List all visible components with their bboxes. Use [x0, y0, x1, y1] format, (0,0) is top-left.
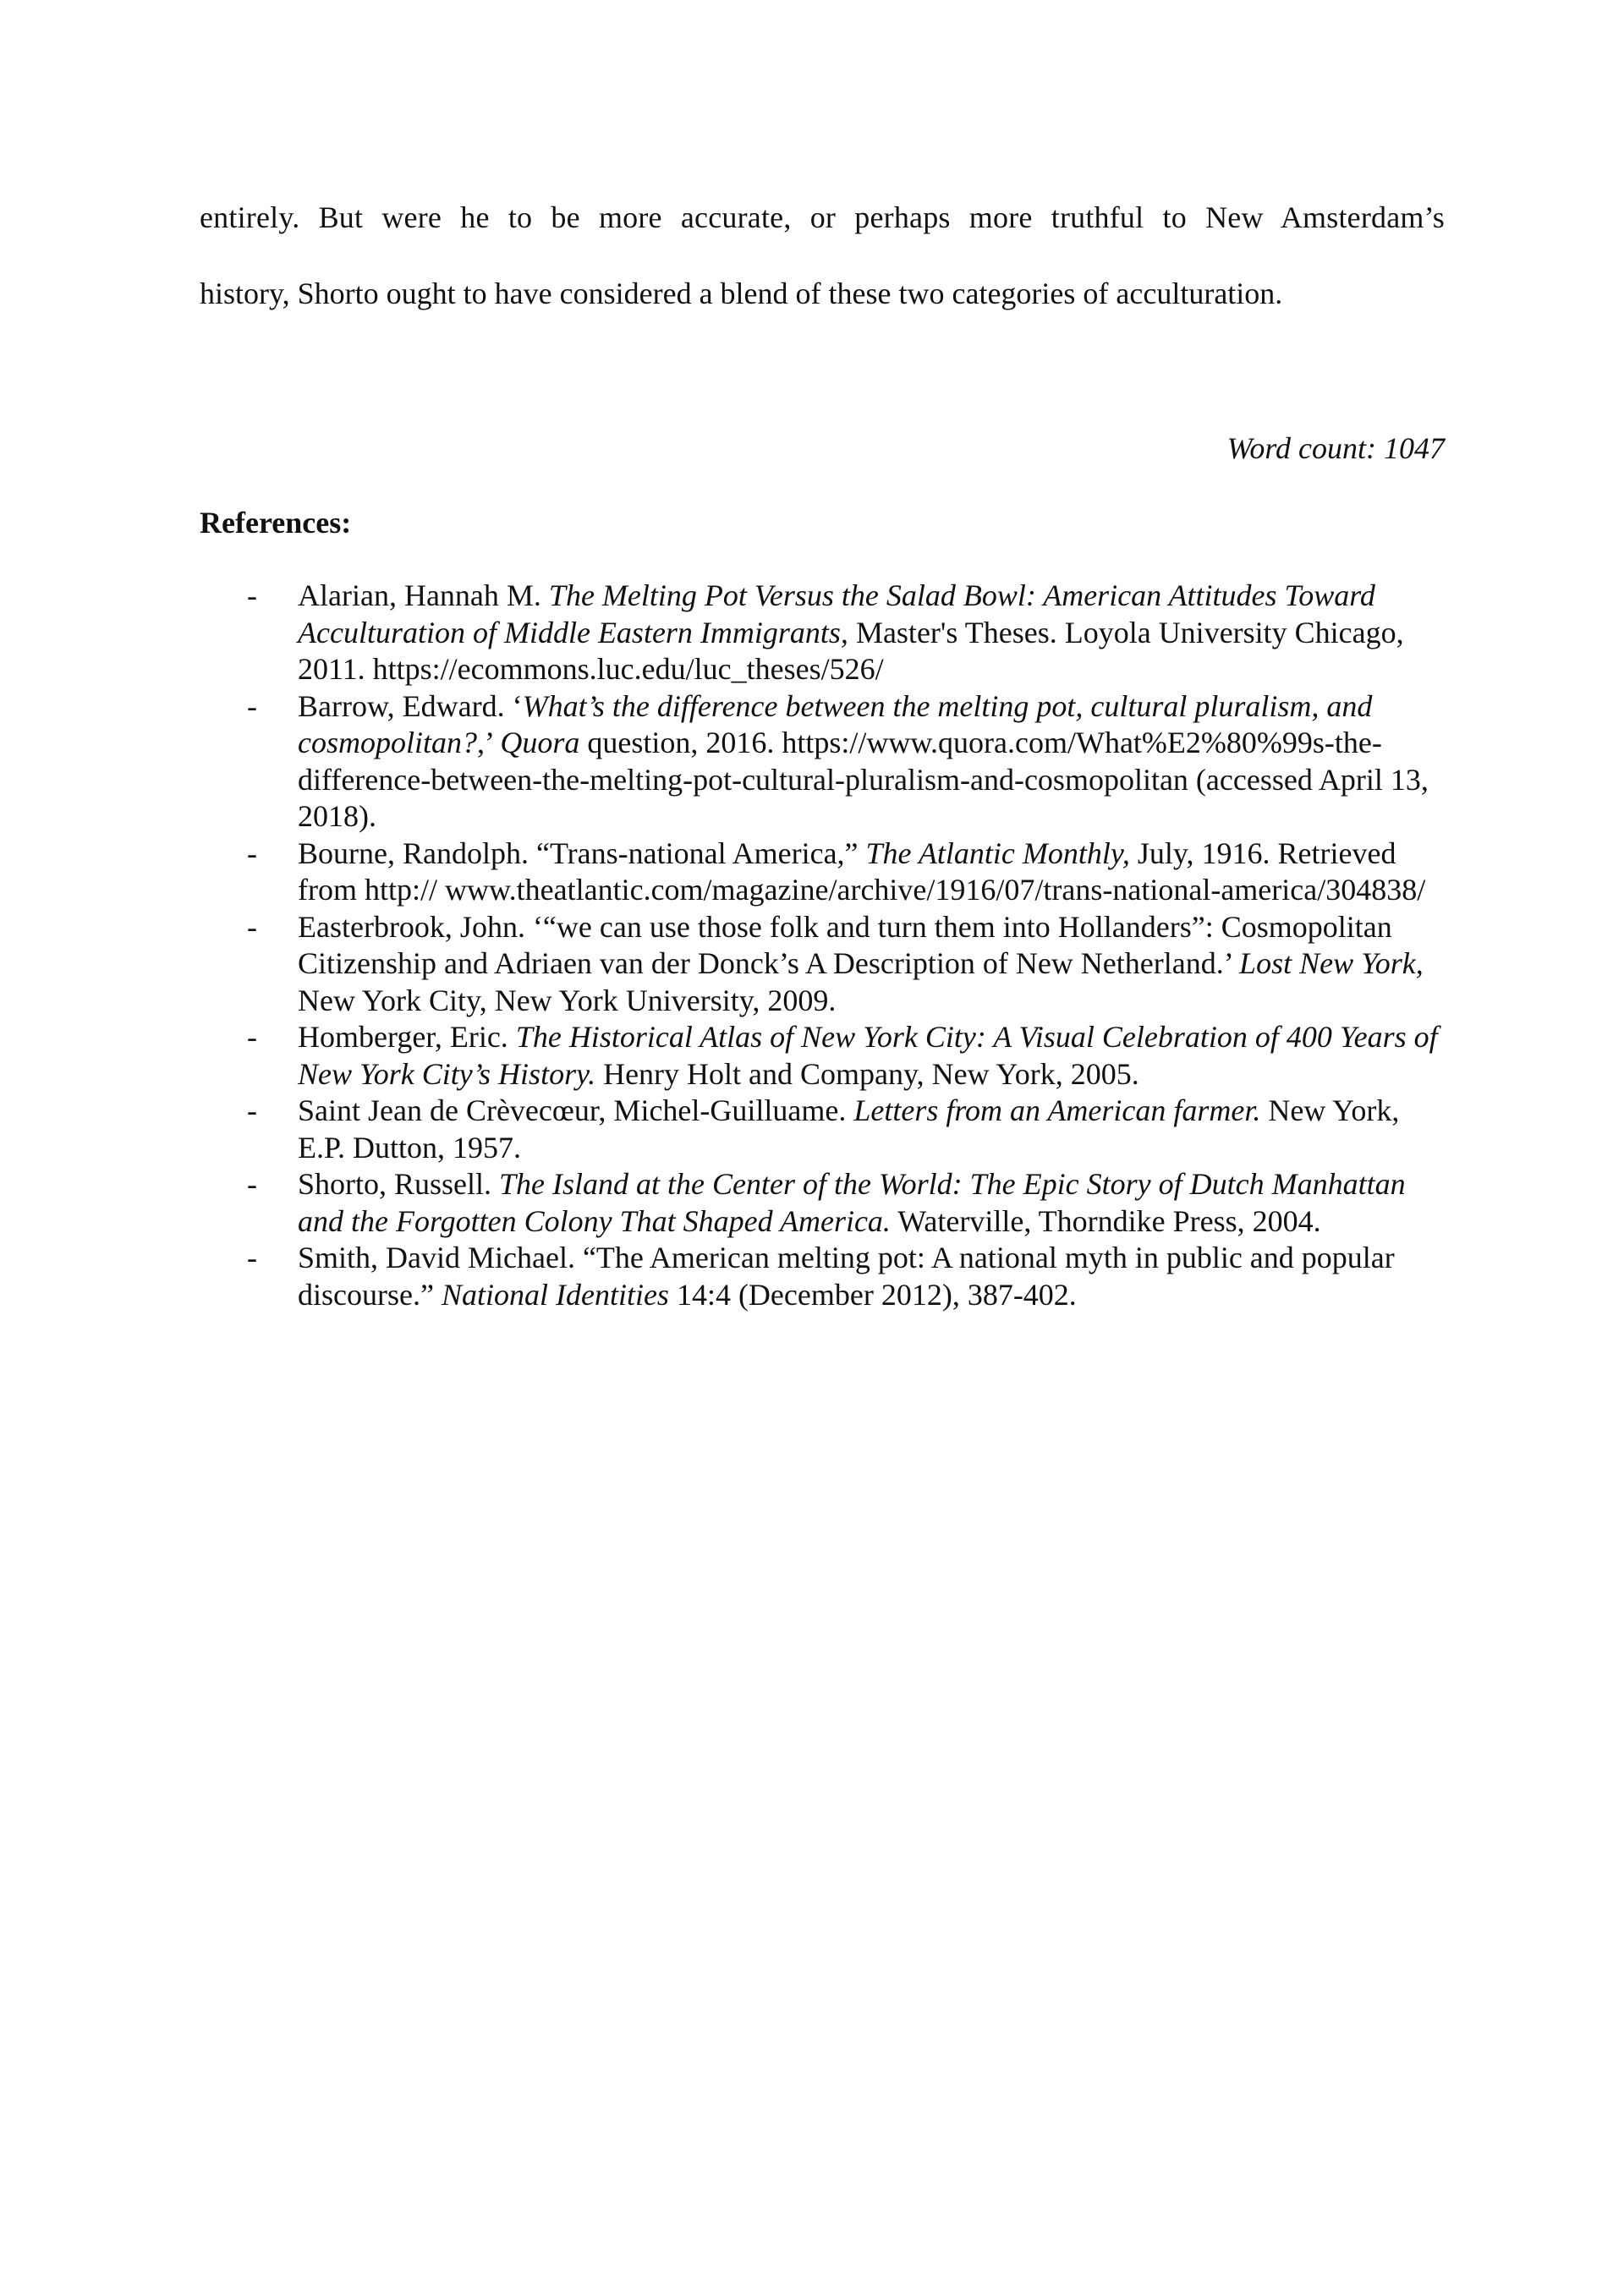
reference-item-easterbrook: [0, 909, 1624, 1020]
reference-author: Barrow, Edward. ‘: [298, 688, 523, 723]
reference-details: July, 1916. Retrieved from http:// www.theatlantic.com/magazine/archive/1916/07/trans-national-america/304838/: [298, 836, 1426, 907]
reference-author: Saint Jean de Crèvecœur, Michel-Guilluame.: [298, 1093, 854, 1127]
reference-item-barrow: [0, 688, 1624, 836]
references-heading: References:: [200, 506, 352, 540]
reference-punctuation: ,’: [477, 726, 501, 759]
reference-item-alarian: [0, 578, 1624, 688]
body-paragraph-line-1: entirely. But were he to be more accurate, or perhaps more truthful to New Amsterdam’s: [200, 200, 1445, 234]
list-bullet-dash: -: [247, 836, 257, 870]
reference-item-bourne: [0, 836, 1624, 909]
reference-author: Shorto, Russell.: [298, 1167, 500, 1201]
reference-title: The Island at the Center of the World: The Epic Story of Dutch Manhattan and the Forgotten Colony That Shaped America.: [298, 1167, 1406, 1238]
reference-author: Alarian, Hannah M.: [298, 578, 549, 612]
reference-title: The Atlantic Monthly,: [865, 836, 1130, 870]
reference-details: Master's Theses. Loyola University Chicago, 2011. https://ecommons.luc.edu/luc_theses/526/: [298, 615, 1404, 686]
reference-details: Waterville, Thorndike Press, 2004.: [890, 1203, 1321, 1238]
reference-publication: Quora: [500, 726, 580, 759]
list-bullet-dash: -: [247, 1093, 257, 1127]
reference-title: Letters from an American farmer.: [853, 1093, 1261, 1127]
reference-details: 14:4 (December 2012), 387-402.: [668, 1277, 1077, 1312]
reference-item-shorto: [0, 1166, 1624, 1240]
list-bullet-dash: -: [247, 1167, 257, 1201]
list-bullet-dash: -: [247, 909, 257, 944]
reference-title: What’s the difference between the melting pot, cultural pluralism, and cosmopolitan?: [298, 688, 1373, 759]
reference-author: Smith, David Michael. “The American melting pot: A national myth in public and popular discourse.”: [298, 1241, 1395, 1312]
list-bullet-dash: -: [247, 1020, 257, 1054]
reference-details: New York, E.P. Dutton, 1957.: [298, 1093, 1400, 1164]
reference-author: Bourne, Randolph. “Trans-national America,”: [298, 836, 866, 870]
body-paragraph-line-2: history, Shorto ought to have considered a blend of these two categories of acculturation.: [200, 277, 1283, 310]
reference-author: Easterbrook, John. ‘“we can use those folk and turn them into Hollanders”: Cosmopolitan Citizenship and Adriaen van der Donck’s A Description of New Netherland.’: [298, 909, 1392, 980]
reference-author: Homberger, Eric.: [298, 1020, 516, 1054]
list-bullet-dash: -: [247, 1241, 257, 1274]
list-bullet-dash: -: [247, 688, 257, 723]
reference-title: Lost New York,: [1239, 946, 1424, 980]
reference-details: New York City, New York University, 2009.: [298, 983, 837, 1017]
word-count: Word count: 1047: [1226, 431, 1445, 465]
reference-item-crevecoeur: [0, 1093, 1624, 1166]
references-list: [0, 578, 1624, 1313]
reference-details: question, 2016. https://www.quora.com/What%E2%80%99s-the-difference-between-the-melting-pot-cultural-pluralism-and-cosmopolitan (accessed April 13, 2018).: [298, 726, 1429, 833]
reference-title: National Identities: [441, 1277, 669, 1312]
reference-details: Henry Holt and Company, New York, 2005.: [595, 1056, 1139, 1091]
list-bullet-dash: -: [247, 578, 257, 612]
reference-title: The Historical Atlas of New York City: A Visual Celebration of 400 Years of New York City’s History.: [298, 1020, 1438, 1091]
reference-item-homberger: [0, 1019, 1624, 1093]
reference-title: The Melting Pot Versus the Salad Bowl: American Attitudes Toward Acculturation of Middle Eastern Immigrants,: [298, 578, 1375, 649]
reference-item-smith: [0, 1240, 1624, 1313]
